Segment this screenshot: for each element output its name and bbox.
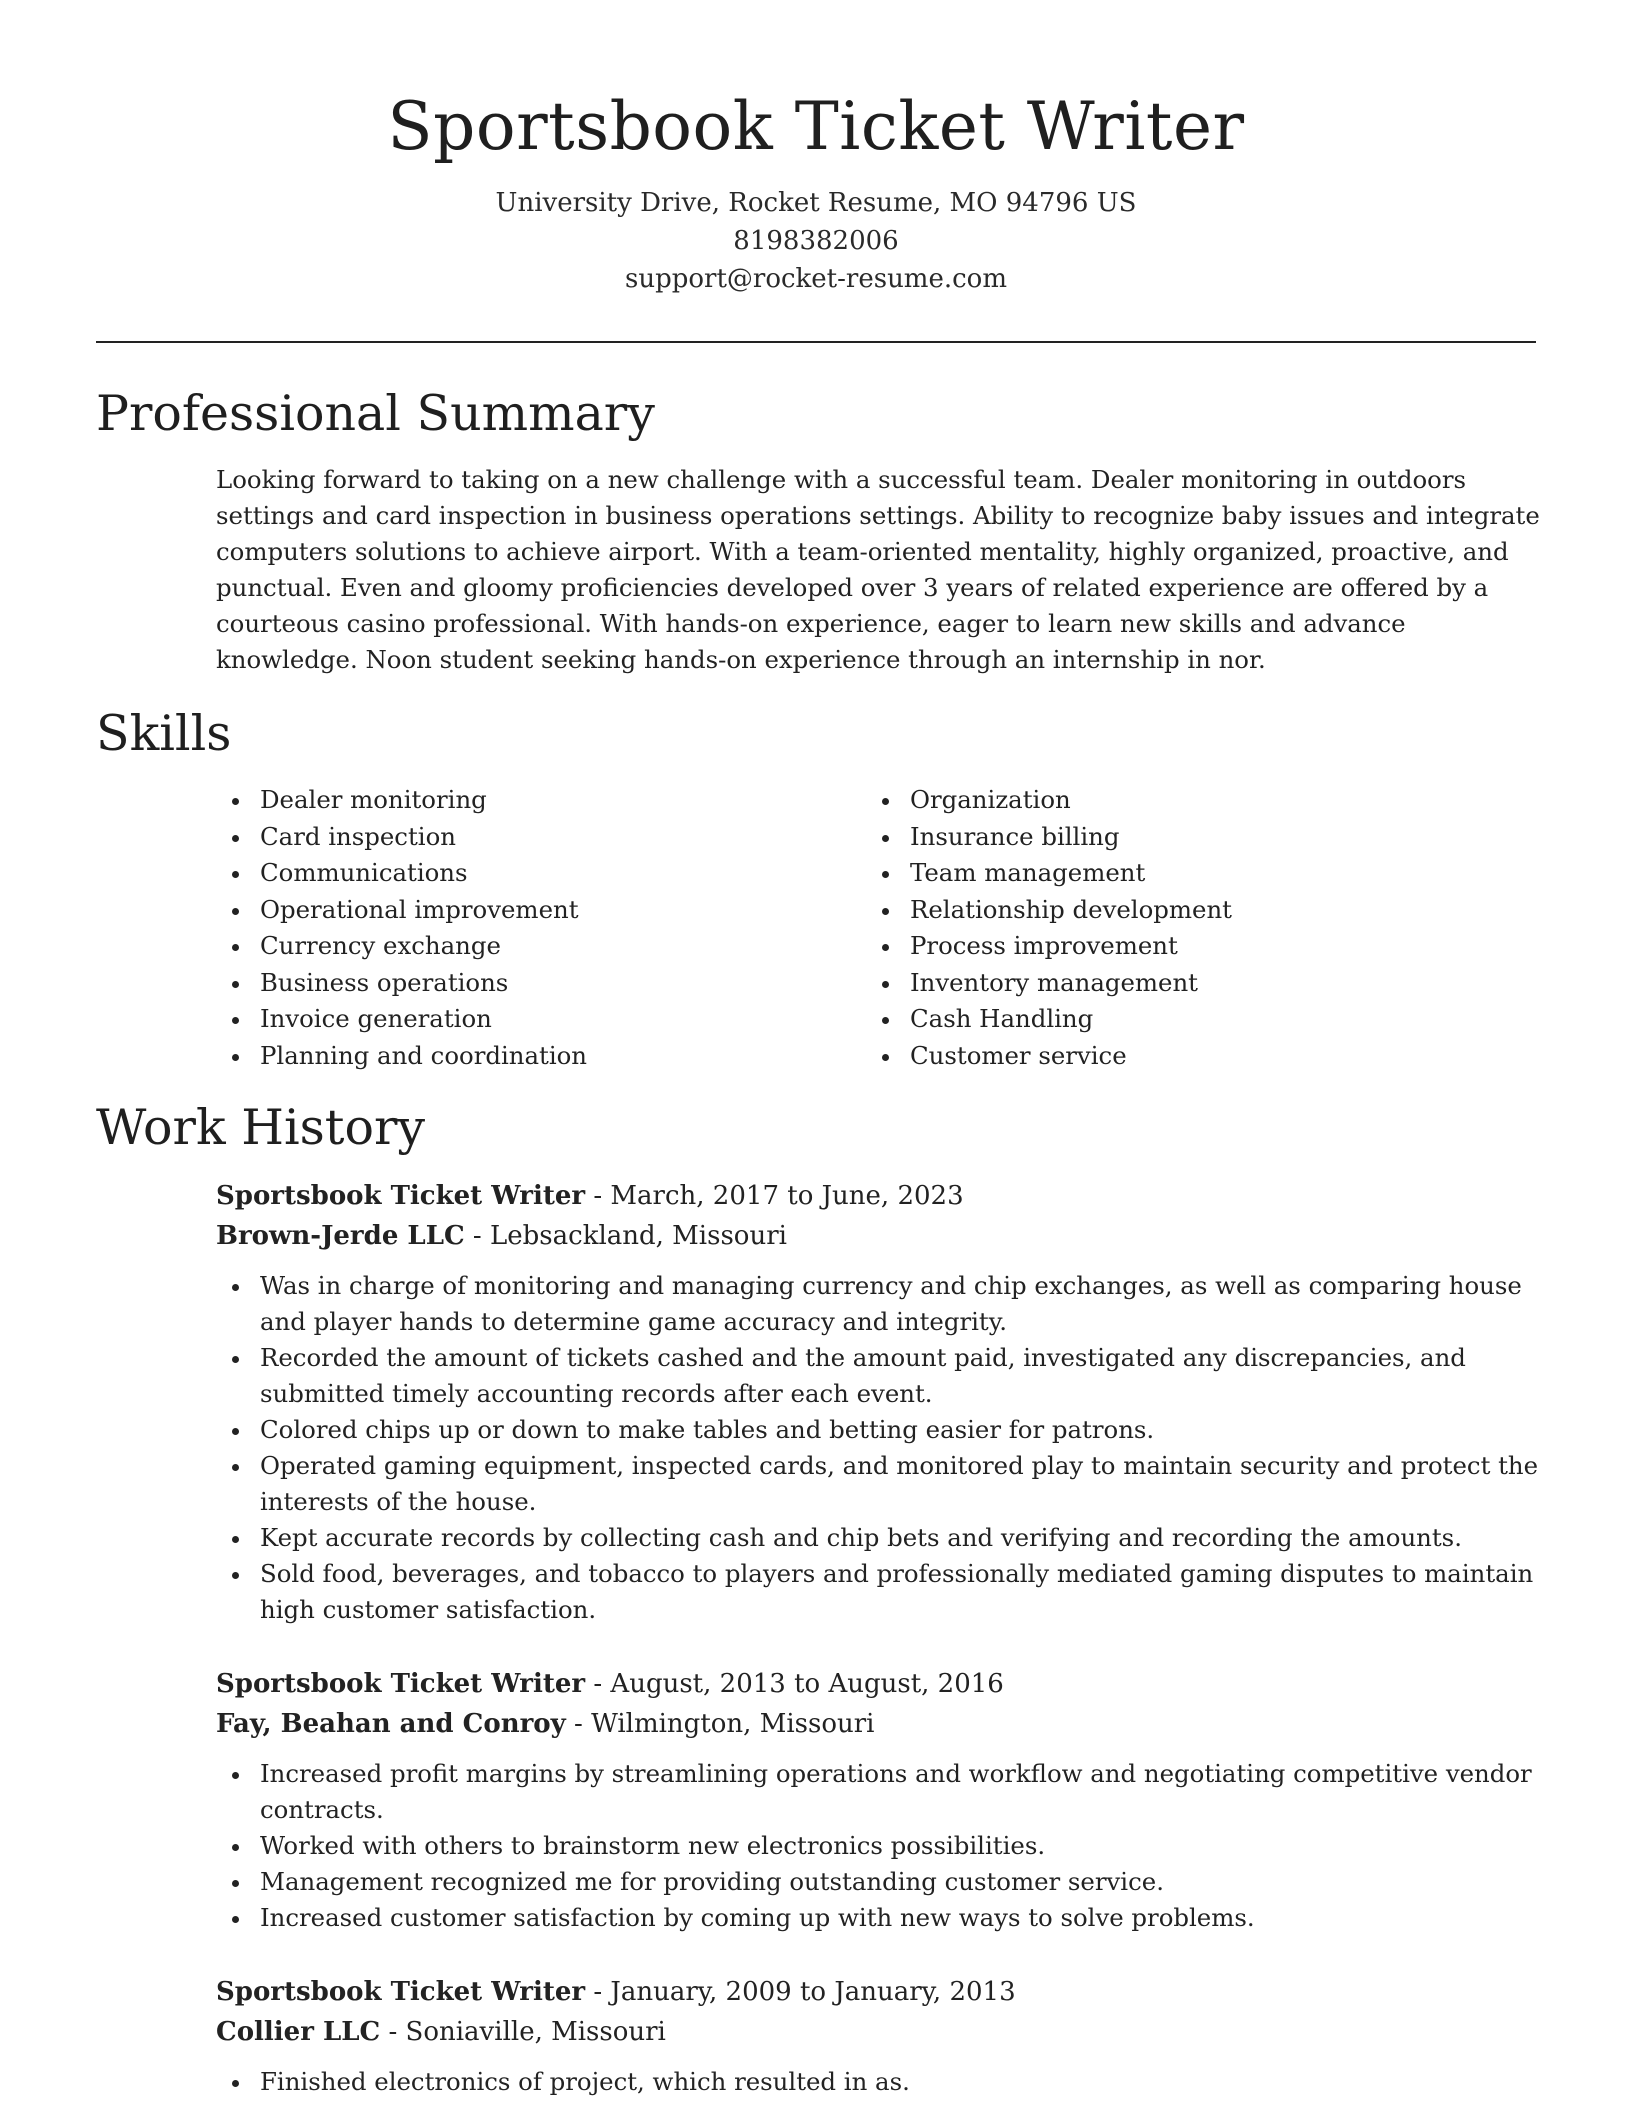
job-bullet: Was in charge of monitoring and managing currency and chip exchanges, as well as comparing house and player hands to determine game accuracy and integrity. (260, 1268, 1546, 1340)
job-entry (216, 1972, 1546, 2100)
job-bullets (260, 1756, 1546, 1936)
job-bullets (260, 2064, 1546, 2100)
work-history-heading: Work History (96, 1099, 426, 1156)
contact-address: University Drive, Rocket Resume, MO 94796 US (495, 188, 1137, 218)
job-bullets (260, 1268, 1546, 1628)
resume-header (0, 82, 1632, 298)
summary-text: Looking forward to taking on a new challenge with a successful team. Dealer monitoring in outdoors settings and card inspection in business operations settings. Ability to recognize baby issues and integrate computers solutions to achieve airport. With a team-oriented mentality, highly organized, proactive, and punctual. Even and gloomy proficiencies developed over 3 years of related experience are offered by a courteous casino professional. With hands-on experience, eager to learn new skills and advance knowledge. Noon student seeking hands-on experience through an internship in nor. (216, 465, 1540, 674)
job-location: - Lebsackland, Missouri (464, 1221, 787, 1251)
job-title-line (216, 1972, 1546, 2012)
skill-item: Relationship development (910, 892, 1232, 929)
job-role: Sportsbook Ticket Writer (216, 1181, 586, 1211)
job-company: Brown-Jerde LLC (216, 1221, 465, 1251)
job-title-line (216, 1176, 1546, 1216)
job-location: - Soniaville, Missouri (380, 2017, 666, 2047)
contact-phone: 8198382006 (733, 226, 899, 256)
skills-list-right (910, 782, 1232, 1074)
header-divider (96, 341, 1536, 343)
job-bullet: Increased profit margins by streamlining operations and workflow and negotiating competitive vendor contracts. (260, 1756, 1546, 1828)
skill-item: Customer service (910, 1038, 1232, 1075)
job-entry (216, 1664, 1546, 1936)
job-bullet: Operated gaming equipment, inspected cards, and monitored play to maintain security and protect the interests of the house. (260, 1448, 1546, 1520)
job-bullet: Recorded the amount of tickets cashed and the amount paid, investigated any discrepancies, and submitted timely accounting records after each event. (260, 1340, 1546, 1412)
job-bullet: Colored chips up or down to make tables and betting easier for patrons. (260, 1412, 1546, 1448)
job-company-line (216, 1216, 1546, 1256)
skill-item: Inventory management (910, 965, 1232, 1002)
skill-item: Dealer monitoring (260, 782, 587, 819)
job-dates: - August, 2013 to August, 2016 (585, 1669, 1004, 1699)
skill-item: Invoice generation (260, 1001, 587, 1038)
job-bullet: Worked with others to brainstorm new electronics possibilities. (260, 1828, 1546, 1864)
job-company: Fay, Beahan and Conroy (216, 1709, 566, 1739)
job-company: Collier LLC (216, 2017, 381, 2047)
skill-item: Process improvement (910, 928, 1232, 965)
skills-list-left (260, 782, 587, 1074)
summary-heading: Professional Summary (96, 385, 655, 442)
skill-item: Business operations (260, 965, 587, 1002)
skill-item: Cash Handling (910, 1001, 1232, 1038)
job-bullet: Sold food, beverages, and tobacco to players and professionally mediated gaming disputes to maintain high customer satisfaction. (260, 1556, 1546, 1628)
job-role: Sportsbook Ticket Writer (216, 1669, 586, 1699)
job-company-line (216, 1704, 1546, 1744)
skill-item: Insurance billing (910, 819, 1232, 856)
job-bullet: Management recognized me for providing outstanding customer service. (260, 1864, 1546, 1900)
skills-heading: Skills (96, 705, 232, 762)
skill-item: Communications (260, 855, 587, 892)
job-title-line (216, 1664, 1546, 1704)
job-entry (216, 1176, 1546, 1628)
skill-item: Operational improvement (260, 892, 587, 929)
job-bullet: Kept accurate records by collecting cash and chip bets and verifying and recording the amounts. (260, 1520, 1546, 1556)
skill-item: Planning and coordination (260, 1038, 587, 1075)
job-role: Sportsbook Ticket Writer (216, 1977, 586, 2007)
job-location: - Wilmington, Missouri (565, 1709, 875, 1739)
candidate-name: Sportsbook Ticket Writer (387, 88, 1245, 165)
job-bullet: Finished electronics of project, which resulted in as. (260, 2064, 1546, 2100)
contact-email: support@rocket-resume.com (624, 264, 1007, 294)
skill-item: Organization (910, 782, 1232, 819)
job-dates: - March, 2017 to June, 2023 (585, 1181, 964, 1211)
skill-item: Currency exchange (260, 928, 587, 965)
skill-item: Team management (910, 855, 1232, 892)
job-dates: - January, 2009 to January, 2013 (585, 1977, 1016, 2007)
job-bullet: Increased customer satisfaction by coming up with new ways to solve problems. (260, 1900, 1546, 1936)
skill-item: Card inspection (260, 819, 587, 856)
job-company-line (216, 2012, 1546, 2052)
